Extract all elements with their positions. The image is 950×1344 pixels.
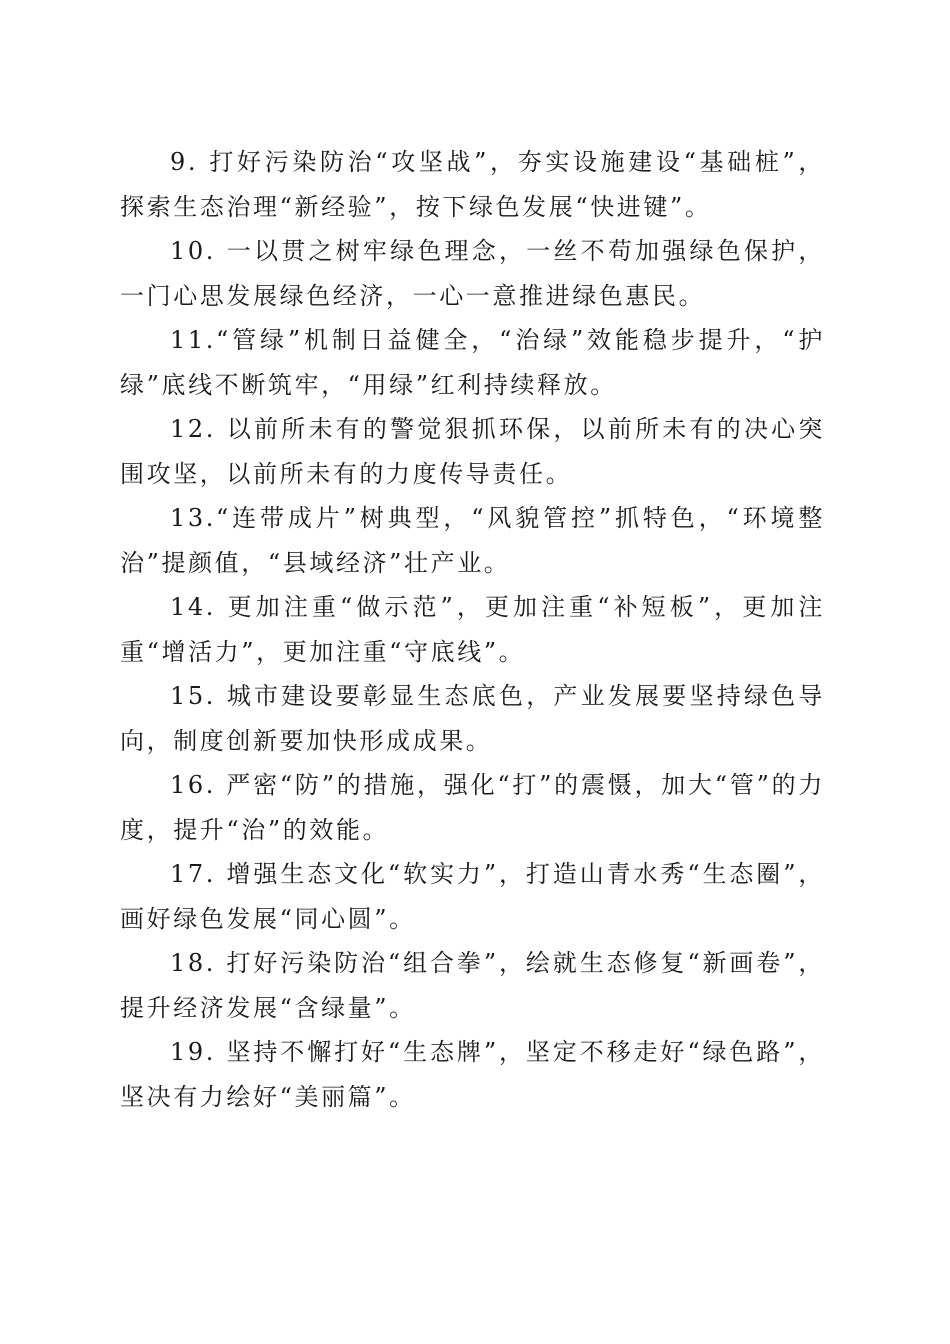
- paragraph-15: 15. 城市建设要彰显生态底色，产业发展要坚持绿色导向，制度创新要加快形成成果。: [120, 682, 825, 755]
- paragraph-11: 11.“管绿”机制日益健全，“治绿”效能稳步提升，“护绿”底线不断筑牢，“用绿”红利持续释放。: [120, 326, 825, 399]
- paragraph-10: 10. 一以贯之树牢绿色理念，一丝不苟加强绿色保护，一门心思发展绿色经济，一心一意推进绿色惠民。: [120, 237, 825, 310]
- paragraph-19: 19. 坚持不懈打好“生态牌”，坚定不移走好“绿色路”，坚决有力绘好“美丽篇”。: [120, 1038, 825, 1111]
- paragraph-12: 12. 以前所未有的警觉狠抓环保，以前所未有的决心突围攻坚，以前所未有的力度传导责任。: [120, 415, 825, 488]
- paragraph-18: 18. 打好污染防治“组合拳”，绘就生态修复“新画卷”，提升经济发展“含绿量”。: [120, 949, 825, 1022]
- paragraph-9: 9. 打好污染防治“攻坚战”，夯实设施建设“基础桩”，探索生态治理“新经验”，按下绿色发展“快进键”。: [120, 148, 825, 221]
- document-body: [120, 140, 825, 1119]
- paragraph-16: 16. 严密“防”的措施，强化“打”的震慑，加大“管”的力度，提升“治”的效能。: [120, 771, 825, 844]
- paragraph-14: 14. 更加注重“做示范”，更加注重“补短板”，更加注重“增活力”，更加注重“守底线”。: [120, 593, 825, 666]
- paragraph-17: 17. 增强生态文化“软实力”，打造山青水秀“生态圈”，画好绿色发展“同心圆”。: [120, 860, 825, 933]
- paragraph-13: 13.“连带成片”树典型，“风貌管控”抓特色，“环境整治”提颜值，“县域经济”壮产业。: [120, 504, 825, 577]
